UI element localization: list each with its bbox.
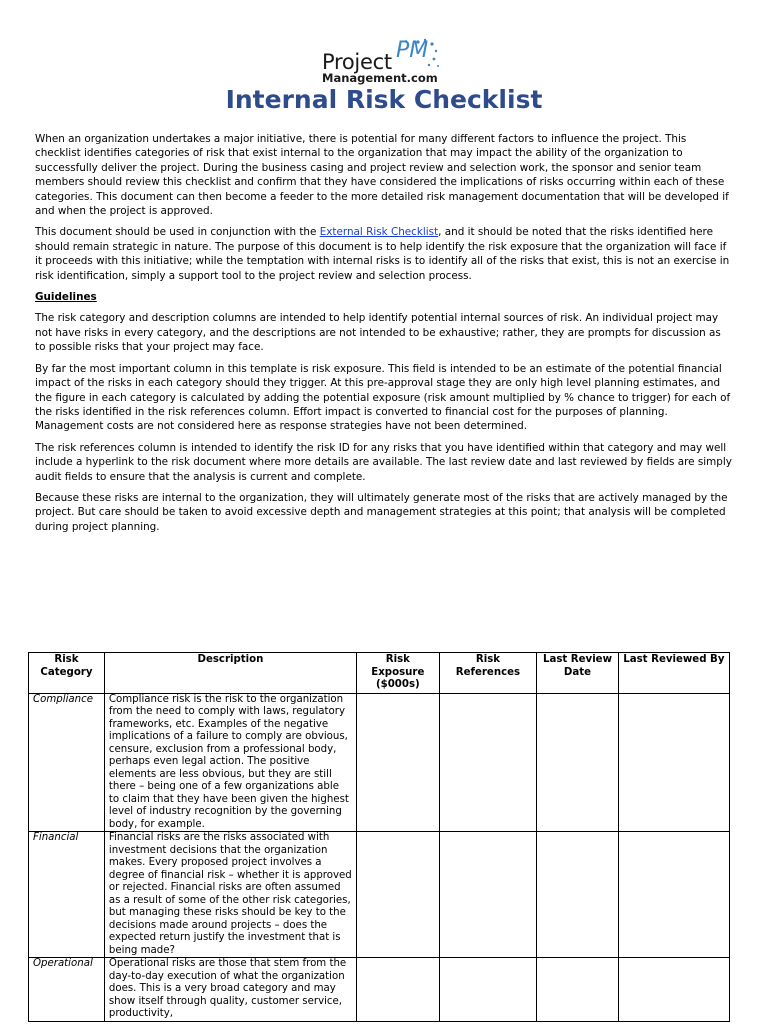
risk-checklist-table: [28, 652, 730, 1022]
logo-word: Project: [322, 50, 392, 74]
table-header-row: [29, 653, 730, 694]
review-date-cell[interactable]: [537, 832, 618, 958]
reviewed-by-cell[interactable]: [618, 958, 729, 1022]
review-date-cell[interactable]: [537, 958, 618, 1022]
references-cell[interactable]: [439, 832, 537, 958]
header-last-review-date: Last Review Date: [537, 653, 618, 694]
table-row: [29, 693, 730, 832]
logo-pm: PM: [396, 38, 429, 63]
header-risk-exposure: Risk Exposure ($000s): [357, 653, 440, 694]
category-cell: Operational: [29, 958, 105, 1022]
exposure-cell[interactable]: [357, 958, 440, 1022]
reviewed-by-cell[interactable]: [618, 832, 729, 958]
paragraph-internal: Because these risks are internal to the organization, they will ultimately generate most of the risks that are actively managed by the project. But care should be taken to avoid excessive depth and management strategies at this point; that analysis will be completed during project planning.: [35, 491, 728, 533]
paragraph-conjunction: [35, 225, 733, 283]
header-risk-references: Risk References: [439, 653, 537, 694]
p2-before: This document should be used in conjunction with the: [35, 226, 320, 239]
logo-site: Management.com: [322, 71, 438, 85]
intro-text: [35, 132, 733, 541]
external-risk-checklist-link[interactable]: External Risk Checklist: [319, 226, 439, 239]
description-cell: Compliance risk is the risk to the organization from the need to comply with laws, regulatory frameworks, etc. Examples of the negative implications of a failure to comply are obvious, censure, exclusion from a professional body, perhaps even legal action. The positive elements are less obvious, but they are still there – being one of a few organizations able to claim that they have been given the highest level of industry recognition by the governing body, for example.: [104, 693, 356, 832]
category-cell: Financial: [29, 832, 105, 958]
header-description: Description: [104, 653, 356, 694]
references-cell[interactable]: [439, 958, 537, 1022]
description-cell: Financial risks are the risks associated with investment decisions that the organization makes. Every proposed project involves a degree of financial risk – whether it is approved or rejected. Financial risks are often assumed as a result of some of the other risk categories, but managing these risks should be key to the decisions made around projects – does the expected return justify the investment that is being made?: [104, 832, 356, 958]
header-risk-category: Risk Category: [29, 653, 105, 694]
references-cell[interactable]: [439, 693, 537, 832]
p2-after: , and it should be noted that the risks identified here should remain strategic in nature. The purpose of this document is to help identify the risk exposure that the organization will face if it proceeds with this initiative; while the temptation with internal risks is to identify all of the risks that exist, this is not an exercise in risk identification, simply a support tool to the project review and selection process.: [35, 226, 730, 282]
review-date-cell[interactable]: [537, 693, 618, 832]
paragraph-columns: The risk category and description columns are intended to help identify potential internal sources of risk. An individual project may not have risks in every category, and the descriptions are not intended to be exhaustive; rather, they are prompts for discussion as to possible risks that your project may face.: [35, 312, 721, 354]
paragraph-intro: When an organization undertakes a major initiative, there is potential for many different factors to influence the project. This checklist identifies categories of risk that exist internal to the organization that may impact the ability of the organization to successfully deliver the project. During the business casing and project review and selection work, the sponsor and senior team members should review this checklist and confirm that they have considered the implications of risks occurring within each of these categories. This document can then become a feeder to the more detailed risk management documentation that will be developed if and when the project is approved.: [35, 133, 729, 218]
paragraph-references: The risk references column is intended to identify the risk ID for any risks that you have identified within that category and may well include a hyperlink to the risk document where more details are available. The last review date and last reviewed by fields are simply audit fields to ensure that the analysis is current and complete.: [35, 441, 732, 483]
projectmanagement-logo[interactable]: [322, 38, 444, 88]
paragraph-exposure: By far the most important column in this template is risk exposure. This field is intended to be an estimate of the potential financial impact of the risks in each category should they trigger. At this pre-approval stage they are only high level planning estimates, and the figure in each category is calculated by adding the potential exposure (risk amount multiplied by % chance to trigger) for each of the risks identified in the risk references column. Effort impact is converted to financial cost for the purposes of planning. Management costs are not considered here as response strategies have not been determined.: [35, 362, 731, 433]
reviewed-by-cell[interactable]: [618, 693, 729, 832]
page-title: Internal Risk Checklist: [225, 85, 543, 114]
guidelines-heading: Guidelines: [35, 291, 97, 304]
description-cell: Operational risks are those that stem from the day-to-day execution of what the organization does. This is a very broad category and may show itself through quality, customer service, productivity,: [104, 958, 356, 1022]
exposure-cell[interactable]: [357, 693, 440, 832]
table-row: [29, 832, 730, 958]
table-row: [29, 958, 730, 1022]
category-cell: Compliance: [29, 693, 105, 832]
header-last-reviewed-by: Last Reviewed By: [618, 653, 729, 694]
exposure-cell[interactable]: [357, 832, 440, 958]
